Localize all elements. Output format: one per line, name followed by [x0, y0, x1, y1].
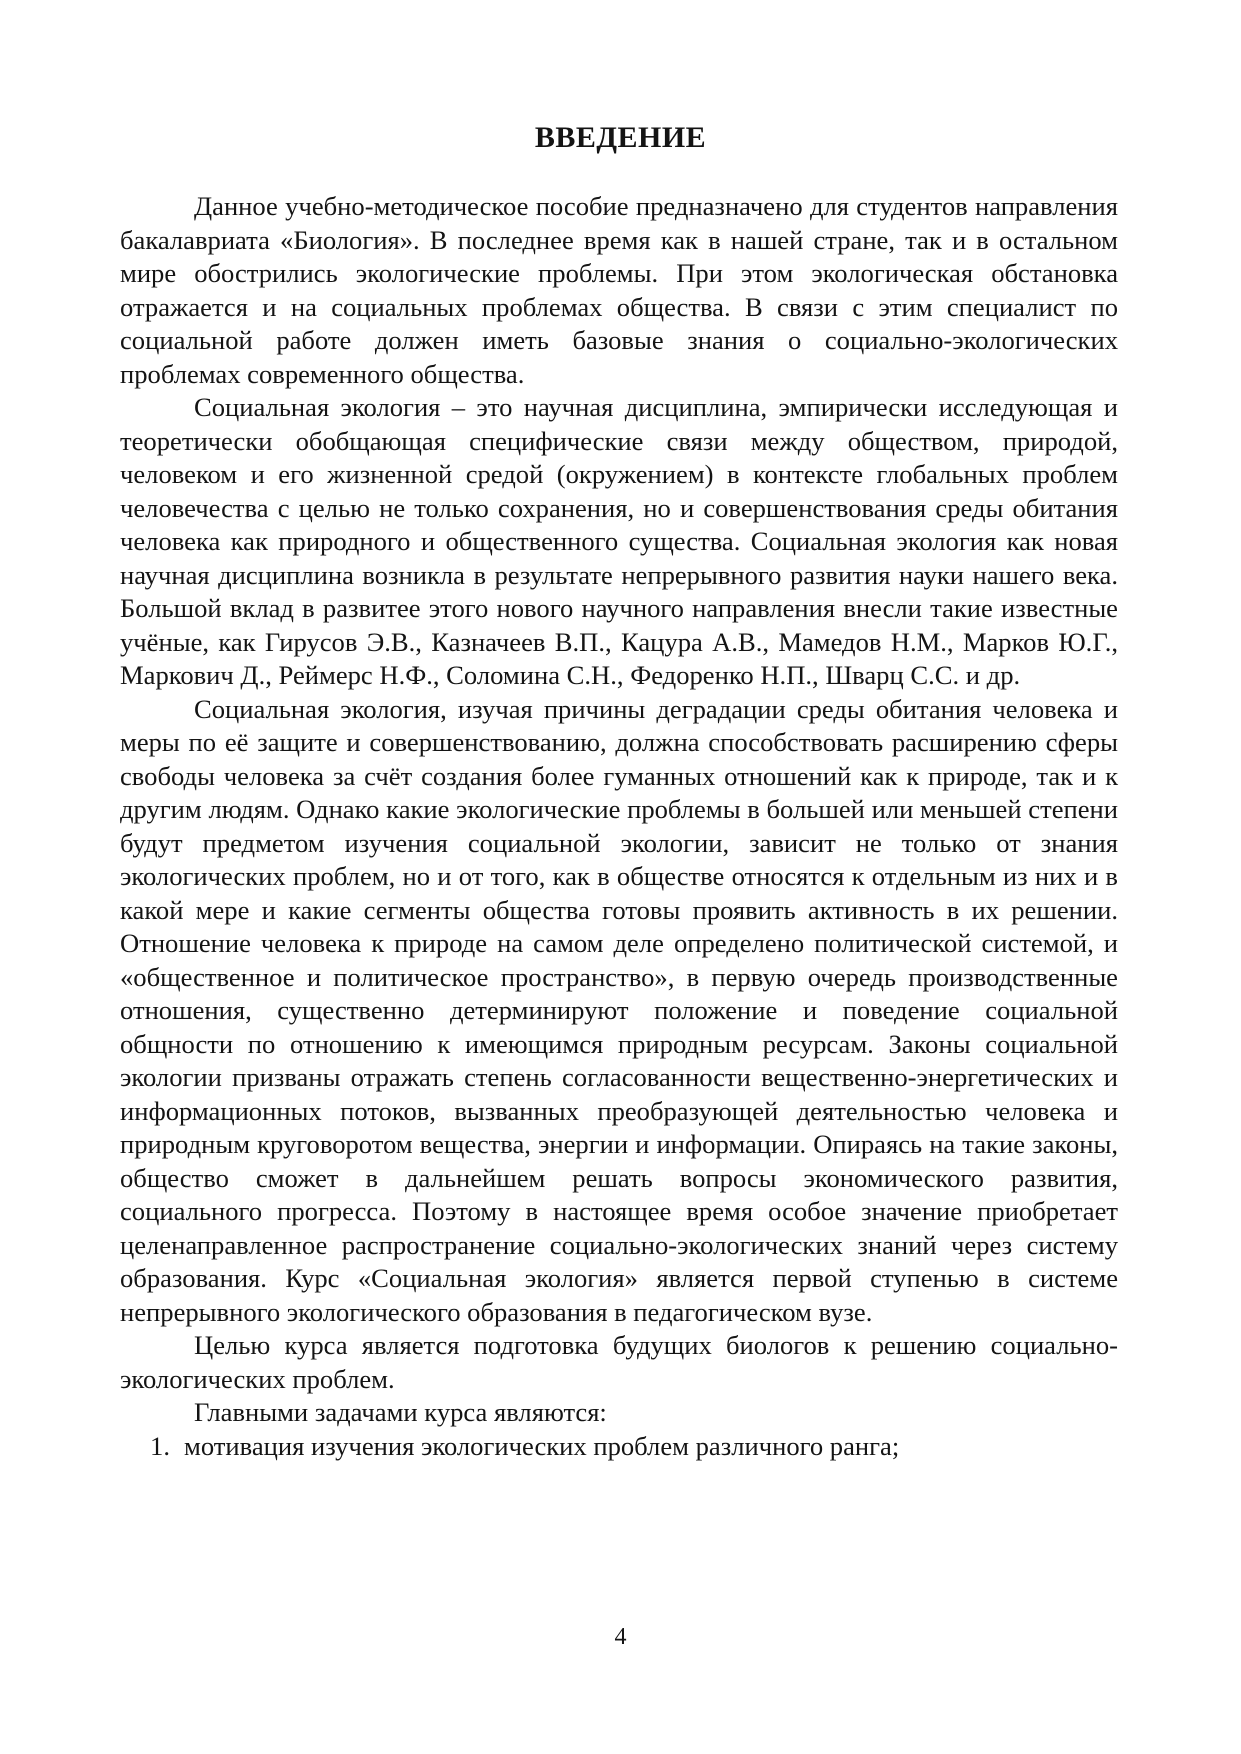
list-item-text: мотивация изучения экологических проблем различного ранга;: [184, 1430, 900, 1461]
list-item-number: 1.: [150, 1430, 170, 1461]
paragraph-social-ecology: Социальная экология, изучая причины деградации среды обитания человека и меры по её защите и совершенствованию, должна способствовать расширению сферы свободы человека за счёт создания более гуманных отношений как к природе, так и к другим людям. Однако какие экологические проблемы в большей или меньшей степени будут предметом изучения социальной экологии, зависит не только от знания экологических проблем, но и от того, как в обществе относятся к отдельным из них и в какой мере и какие сегменты общества готовы проявить активность в их решении. Отношение человека к природе на самом деле определено политической системой, и «общественное и политическое пространство», в первую очередь производственные отношения, существенно детерминируют положение и поведение социальной общности по отношению к имеющимся природным ресурсам. Законы социальной экологии призваны отражать степень согласованности вещественно-энергетических и информационных потоков, вызванных преобразующей деятельностью человека и природным круговоротом вещества, энергии и информации. Опираясь на такие законы, общество сможет в дальнейшем решать вопросы экономического развития, социального прогресса. Поэтому в настоящее время особое значение приобретает целенаправленное распространение социально-экологических знаний через систему образования. Курс «Социальная экология» является первой ступенью в системе непрерывного экологического образования в педагогическом вузе.: [120, 693, 1118, 1327]
paragraph-definition: Социальная экология – это научная дисциплина, эмпирически исследующая и теоретически обобщающая специфические связи между обществом, природой, человеком и его жизненной средой (окружением) в контексте глобальных проблем человечества с целью не только сохранения, но и совершенствования среды обитания человека как природного и общественного существа. Социальная экология как новая научная дисциплина возникла в результате непрерывного развития науки нашего века. Большой вклад в развитее этого нового научного направления внесли такие известные учёные, как Гирусов Э.В., Казначеев В.П., Кацура А.В., Мамедов Н.М., Марков Ю.Г., Маркович Д., Реймерс Н.Ф., Соломина С.Н., Федоренко Н.П., Шварц С.С. и др.: [120, 392, 1118, 690]
body-text: [120, 190, 1118, 1463]
list-item: [120, 1430, 1118, 1464]
page-title: ВВЕДЕНИЕ: [534, 121, 707, 154]
paragraph-tasks-intro: Главными задачами курса являются:: [194, 1397, 607, 1427]
page-number: 4: [614, 1624, 627, 1650]
tasks-list: [120, 1430, 1118, 1464]
paragraph-intro: Данное учебно-методическое пособие предназначено для студентов направления бакалавриата «Биология». В последнее время как в нашей стране, так и в остальном мире обострились экологические проблемы. При этом экологическая обстановка отражается и на социальных проблемах общества. В связи с этим специалист по социальной работе должен иметь базовые знания о социально-экологических проблемах современного общества.: [120, 191, 1118, 389]
paragraph-course-goal: Целью курса является подготовка будущих биологов к решению социально-экологических проблем.: [120, 1330, 1118, 1394]
